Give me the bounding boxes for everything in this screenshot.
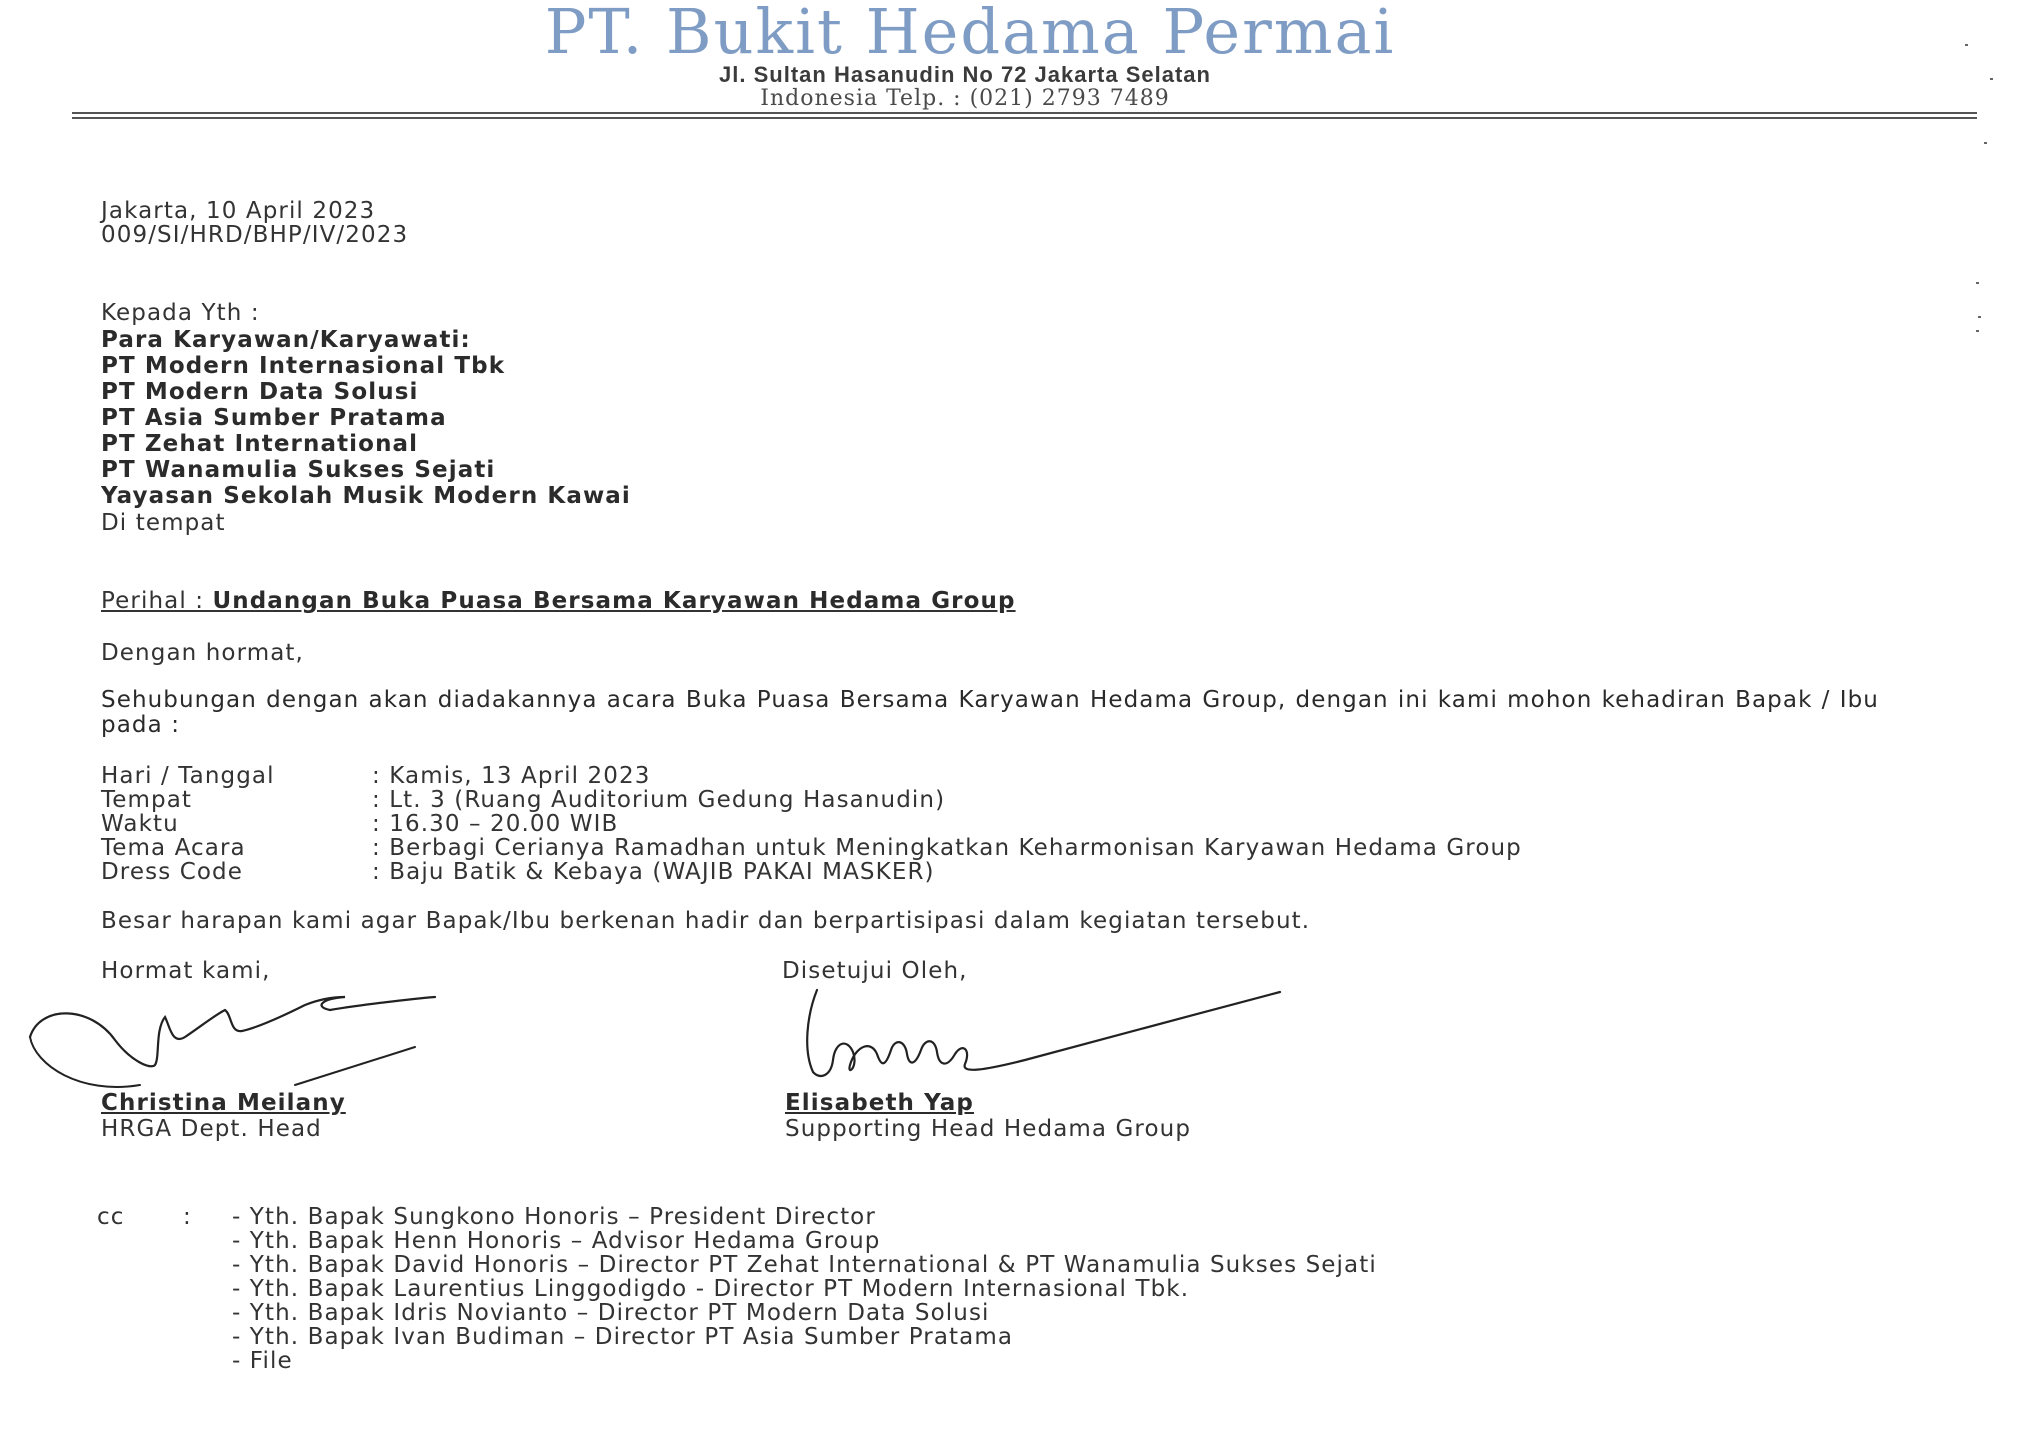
cc-item: - Yth. Bapak Sungkono Honoris – President Director xyxy=(232,1204,876,1230)
left-signatory-name: Christina Meilany xyxy=(101,1090,346,1116)
detail-label: Dress Code xyxy=(101,859,243,885)
detail-value: : Lt. 3 (Ruang Auditorium Gedung Hasanudin) xyxy=(372,787,946,813)
place-date: Jakarta, 10 April 2023 xyxy=(101,198,376,224)
subject-line xyxy=(101,588,1016,614)
detail-value: : Berbagi Cerianya Ramadhan untuk Meningkatkan Keharmonisan Karyawan Hedama Group xyxy=(372,835,1522,861)
scan-speck xyxy=(1978,316,1981,318)
detail-value: : 16.30 – 20.00 WIB xyxy=(372,811,619,837)
detail-label: Waktu xyxy=(101,811,179,837)
address-line-1: Jl. Sultan Hasanudin No 72 Jakarta Selatan xyxy=(719,62,1211,87)
scan-speck xyxy=(1965,44,1968,46)
recipient-line: PT Asia Sumber Pratama xyxy=(101,405,447,431)
recipient-line: PT Wanamulia Sukses Sejati xyxy=(101,457,496,483)
scan-speck xyxy=(1976,330,1979,332)
recipient-line: PT Zehat International xyxy=(101,431,419,457)
letterhead-rule-top xyxy=(72,112,1977,114)
scan-speck xyxy=(1984,142,1987,144)
subject-text: Undangan Buka Puasa Bersama Karyawan Hedama Group xyxy=(212,588,1016,614)
cc-item: - File xyxy=(232,1348,293,1374)
recipient-line: PT Modern Internasional Tbk xyxy=(101,353,506,379)
detail-label: Tempat xyxy=(101,787,193,813)
right-signatory-title: Supporting Head Hedama Group xyxy=(785,1116,1192,1142)
detail-label: Hari / Tanggal xyxy=(101,763,275,789)
cc-colon: : xyxy=(183,1204,192,1230)
subject-label: Perihal : xyxy=(101,588,213,614)
company-name: PT. Bukit Hedama Permai xyxy=(544,0,1396,68)
recipient-line: Yayasan Sekolah Musik Modern Kawai xyxy=(101,483,631,509)
detail-value: : Baju Batik & Kebaya (WAJIB PAKAI MASKER) xyxy=(372,859,935,885)
intro-paragraph: Sehubungan dengan akan diadakannya acara Buka Puasa Bersama Karyawan Hedama Group, dengan ini kami mohon kehadiran Bapak / Ibu pada : xyxy=(101,687,1879,738)
recipient-salutation: Kepada Yth : xyxy=(101,300,260,326)
address-line-2: Indonesia Telp. : (021) 2793 7489 xyxy=(760,86,1170,111)
signature-elisabeth xyxy=(795,980,1295,1085)
signature-christina xyxy=(20,985,440,1095)
recipient-line: PT Modern Data Solusi xyxy=(101,379,419,405)
recipient-line: Para Karyawan/Karyawati: xyxy=(101,327,471,353)
right-signatory-caption: Disetujui Oleh, xyxy=(782,958,968,984)
reference-number: 009/SI/HRD/BHP/IV/2023 xyxy=(101,222,409,248)
scan-speck xyxy=(1990,78,1993,80)
cc-item: - Yth. Bapak Ivan Budiman – Director PT Asia Sumber Pratama xyxy=(232,1324,1014,1350)
cc-item: - Yth. Bapak David Honoris – Director PT Zehat International & PT Wanamulia Sukses Sejati xyxy=(232,1252,1377,1278)
cc-item: - Yth. Bapak Idris Novianto – Director PT Modern Data Solusi xyxy=(232,1300,990,1326)
detail-label: Tema Acara xyxy=(101,835,246,861)
detail-value: : Kamis, 13 April 2023 xyxy=(372,763,651,789)
recipient-location: Di tempat xyxy=(101,510,226,536)
left-signatory-caption: Hormat kami, xyxy=(101,958,271,984)
cc-item: - Yth. Bapak Henn Honoris – Advisor Hedama Group xyxy=(232,1228,881,1254)
left-signatory-title: HRGA Dept. Head xyxy=(101,1116,322,1142)
cc-item: - Yth. Bapak Laurentius Linggodigdo - Director PT Modern Internasional Tbk. xyxy=(232,1276,1190,1302)
right-signatory-name: Elisabeth Yap xyxy=(785,1090,974,1116)
greeting: Dengan hormat, xyxy=(101,640,304,666)
letterhead-rule-bottom xyxy=(72,117,1977,119)
closing-text: Besar harapan kami agar Bapak/Ibu berkenan hadir dan berpartisipasi dalam kegiatan tersebut. xyxy=(101,908,1311,934)
cc-label: cc xyxy=(97,1204,125,1230)
scan-speck xyxy=(1976,282,1979,284)
